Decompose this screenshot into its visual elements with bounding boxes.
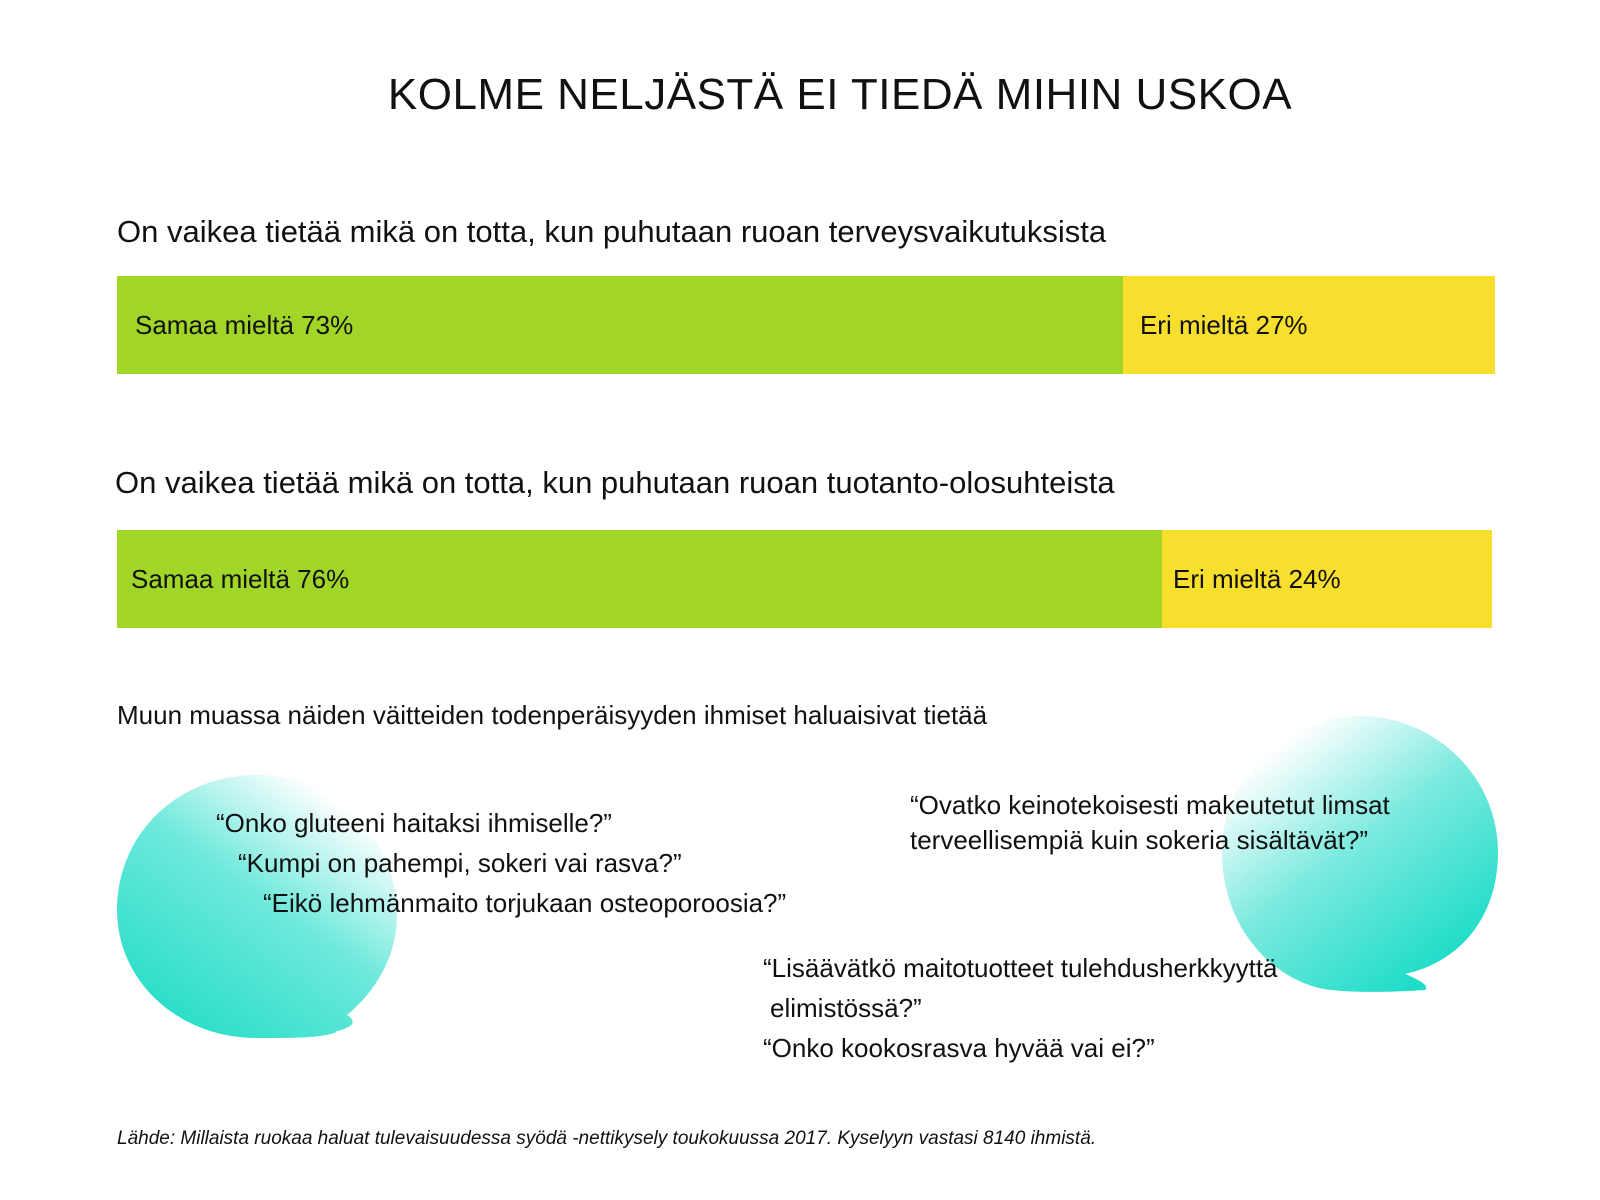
quote-dairy-line2: elimistössä?” [770, 993, 922, 1023]
quote-dairy-line1: “Lisäävätkö maitotuotteet tulehdusherkkyyttä [763, 953, 1278, 983]
bar-segment-disagree-1 [1123, 276, 1495, 374]
quote-sugar-fat: “Kumpi on pahempi, sokeri vai rasva?” [238, 848, 682, 878]
bar-segment-agree-2 [117, 530, 1162, 628]
stacked-bar-1 [117, 276, 1495, 374]
chart-title: KOLME NELJÄSTÄ EI TIEDÄ MIHIN USKOA [387, 70, 1293, 119]
question-1: On vaikea tietää mikä on totta, kun puhutaan ruoan terveysvaikutuksista [117, 214, 1107, 249]
source-note: Lähde: Millaista ruokaa haluat tulevaisuudessa syödä -nettikysely toukokuussa 2017. Kyselyyn vastasi 8140 ihmistä. [117, 1128, 1097, 1149]
bar-segment-agree-1 [117, 276, 1123, 374]
question-2: On vaikea tietää mikä on totta, kun puhutaan ruoan tuotanto-olosuhteista [115, 465, 1115, 500]
intro-text: Muun muassa näiden väitteiden todenperäisyyden ihmiset haluaisivat tietää [117, 700, 988, 730]
bar-segment-disagree-2 [1162, 530, 1492, 628]
quote-soft-drinks-line1: “Ovatko keinotekoisesti makeutetut limsat [910, 790, 1390, 820]
quote-soft-drinks-line2: terveellisempiä kuin sokeria sisältävät?” [910, 825, 1369, 855]
bar-label-disagree-1: Eri mieltä 27% [1139, 309, 1308, 340]
quote-gluten: “Onko gluteeni haitaksi ihmiselle?” [216, 808, 612, 838]
bar-label-disagree-2: Eri mieltä 24% [1173, 563, 1341, 594]
quote-coconut: “Onko kookosrasva hyvää vai ei?” [763, 1033, 1155, 1063]
stacked-bar-2 [117, 530, 1492, 628]
quote-cow-milk: “Eikö lehmänmaito torjukaan osteoporoosia?” [263, 888, 787, 918]
bar-label-agree-2: Samaa mieltä 76% [131, 563, 350, 594]
bar-label-agree-1: Samaa mieltä 73% [135, 309, 354, 340]
